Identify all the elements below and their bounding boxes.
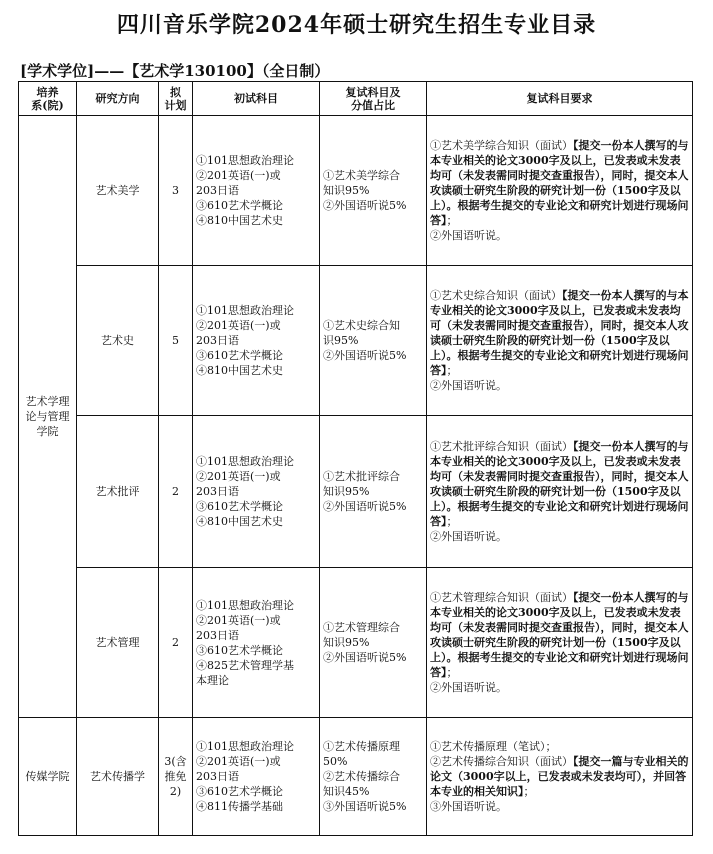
req-extra: ②外国语听说。 (430, 681, 507, 694)
table-row (19, 116, 693, 266)
plan-cell: 5 (159, 266, 193, 416)
direction-cell: 艺术史 (77, 266, 159, 416)
header-direction: 研究方向 (77, 82, 159, 116)
direction-cell: 艺术批评 (77, 416, 159, 568)
table-row (19, 568, 693, 718)
header-requirements: 复试科目要求 (427, 82, 693, 116)
table-header-row (19, 82, 693, 116)
initial-subjects-cell: ①101思想政治理论 ②201英语(一)或 203日语 ③610艺术学概论 ④810中国艺术史 (193, 116, 320, 266)
req-text: ①艺术批评综合知识（面试） (430, 440, 573, 453)
catalog-table (18, 81, 693, 836)
retest-ratio-cell: ①艺术管理综合 知识95% ②外国语听说5% (320, 568, 427, 718)
req-text: ①艺术管理综合知识（面试） (430, 591, 573, 604)
header-plan: 拟 计划 (159, 82, 193, 116)
initial-subjects-cell: ①101思想政治理论 ②201英语(一)或 203日语 ③610艺术学概论 ④810中国艺术史 (193, 266, 320, 416)
req-text: ②艺术传播综合知识（面试） (430, 755, 573, 768)
direction-cell: 艺术传播学 (77, 718, 159, 836)
req-bold-text: 【提交一份本人撰写的与本专业相关的论文3000字及以上，已发表或未发表均可（未发表需同时提交查重报告），同时，提交本人攻读硕士研究生阶段的研究计划一份（1500字及以上）。根据考生提交的专业论文和研究计划进行现场问答】 (430, 139, 689, 227)
header-dept: 培养 系(院) (19, 82, 77, 116)
plan-cell: 3 (159, 116, 193, 266)
direction-cell: 艺术美学 (77, 116, 159, 266)
req-extra: ②外国语听说。 (430, 530, 507, 543)
header-retest-ratio: 复试科目及 分值占比 (320, 82, 427, 116)
plan-cell: 2 (159, 568, 193, 718)
req-suffix: ； (446, 666, 458, 679)
requirements-cell (427, 416, 693, 568)
table-row (19, 416, 693, 568)
req-line-first: ①艺术传播原理（笔试）； (430, 740, 557, 753)
requirements-cell (427, 718, 693, 836)
initial-subjects-cell: ①101思想政治理论 ②201英语(一)或 203日语 ③610艺术学概论 ④810中国艺术史 (193, 416, 320, 568)
page-title: 四川音乐学院2024年硕士研究生招生专业目录 (116, 12, 597, 38)
dept-cell: 传媒学院 (19, 718, 77, 836)
retest-ratio-cell: ①艺术史综合知 识95% ②外国语听说5% (320, 266, 427, 416)
section-heading: [学术学位]——【艺术学130100】（全日制） (20, 62, 330, 80)
requirements-cell (427, 568, 693, 718)
retest-ratio-cell: ①艺术批评综合 知识95% ②外国语听说5% (320, 416, 427, 568)
req-bold-text: 【提交一份本人撰写的与本专业相关的论文3000字及以上，已发表或未发表均可（未发表需同时提交查重报告），同时，提交本人攻读硕士研究生阶段的研究计划一份（1500字及以上）。根据考生提交的专业论文和研究计划进行现场问答】 (430, 440, 689, 528)
req-extra: ②外国语听说。 (430, 229, 507, 242)
req-text: ①艺术美学综合知识（面试） (430, 139, 573, 152)
table-row (19, 266, 693, 416)
direction-cell: 艺术管理 (77, 568, 159, 718)
req-bold-text: 【提交一份本人撰写的与本专业相关的论文3000字及以上，已发表或未发表均可（未发表需同时提交查重报告），同时，提交本人攻读硕士研究生阶段的研究计划一份（1500字及以上）。根据考生提交的专业论文和研究计划进行现场问答】 (430, 289, 689, 377)
req-extra: ②外国语听说。 (430, 379, 507, 392)
req-suffix: ； (446, 515, 458, 528)
req-suffix: ； (446, 364, 458, 377)
req-suffix: ； (446, 214, 458, 227)
requirements-cell (427, 116, 693, 266)
requirements-cell (427, 266, 693, 416)
table-row (19, 718, 693, 836)
req-extra: ③外国语听说。 (430, 800, 507, 813)
req-text: ①艺术史综合知识（面试） (430, 289, 562, 302)
req-suffix: ； (523, 785, 535, 798)
req-bold-text: 【提交一份本人撰写的与本专业相关的论文3000字及以上，已发表或未发表均可（未发表需同时提交查重报告），同时，提交本人攻读硕士研究生阶段的研究计划一份（1500字及以上）。根据考生提交的专业论文和研究计划进行现场问答】 (430, 591, 689, 679)
header-initial: 初试科目 (193, 82, 320, 116)
req-bold-text: 【提交一篇与专业相关的论文（3000字以上，已发表或未发表均可），并回答本专业的相关知识】 (430, 755, 689, 798)
retest-ratio-cell: ①艺术传播原理 50% ②艺术传播综合 知识45% ③外国语听说5% (320, 718, 427, 836)
initial-subjects-cell: ①101思想政治理论 ②201英语(一)或 203日语 ③610艺术学概论 ④825艺术管理学基 本理论 (193, 568, 320, 718)
initial-subjects-cell: ①101思想政治理论 ②201英语(一)或 203日语 ③610艺术学概论 ④811传播学基础 (193, 718, 320, 836)
plan-cell: 3(含 推免 2) (159, 718, 193, 836)
retest-ratio-cell: ①艺术美学综合 知识95% ②外国语听说5% (320, 116, 427, 266)
plan-cell: 2 (159, 416, 193, 568)
dept-cell: 艺术学理 论与管理 学院 (19, 116, 77, 718)
